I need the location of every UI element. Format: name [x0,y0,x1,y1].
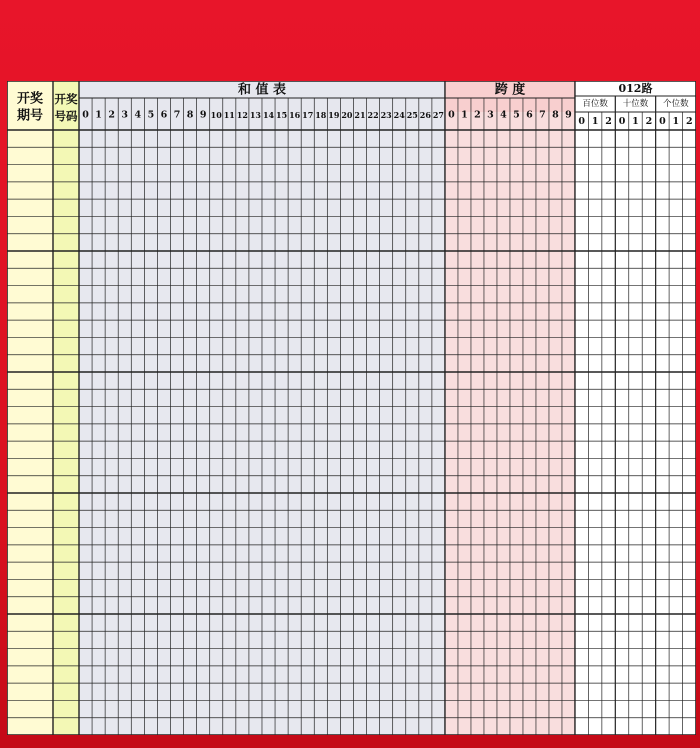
sum-tick-label: 2 [108,109,115,121]
sum-tick-label: 20 [341,110,353,120]
sum-tick-label: 0 [82,109,89,121]
span-tick-label: 9 [565,109,572,121]
period-header-line1: 开奖 [16,91,44,107]
span-tick-label: 7 [539,109,546,121]
period-header-line2: 期号 [16,108,44,124]
lottery-tracking-sheet [7,81,696,735]
span-tick-label: 8 [552,109,559,121]
sum-tick-label: 26 [419,110,431,120]
span-tick-label: 3 [487,109,494,121]
sum-tick-label: 14 [262,110,275,120]
sum-tick-label: 11 [223,110,235,120]
road-tick-label: 2 [605,116,612,127]
tens-header: 十位数 [622,99,649,109]
sum-tick-label: 16 [289,110,301,120]
sum-tick-label: 6 [160,109,168,121]
chart-grid [7,81,696,735]
sum-tick-label: 13 [249,110,262,120]
road-cells-fill [575,81,696,735]
sum-tick-label: 21 [354,110,366,120]
road-tick-label: 1 [632,116,639,127]
road-tick-label: 0 [659,116,666,127]
sum-tick-label: 4 [134,109,142,121]
span-tick-label: 6 [526,109,533,121]
road-tick-label: 1 [591,116,599,127]
road-tick-label: 0 [578,116,585,127]
road-tick-label: 2 [685,116,693,127]
sum-tick-label: 15 [276,110,288,120]
sum-tick-label: 17 [302,110,314,120]
sum-tick-label: 23 [380,110,392,120]
sum-tick-label: 22 [367,110,379,120]
sum-tick-label: 9 [199,109,207,121]
span-tick-label: 5 [513,109,520,121]
road-tick-label: 2 [645,116,653,127]
units-header: 个位数 [663,99,689,109]
sum-tick-label: 7 [173,109,181,121]
hundreds-header: 百位数 [582,99,608,109]
road-tick-label: 1 [672,116,680,127]
sum-tick-label: 12 [236,110,248,120]
number-header-line1: 开奖 [54,92,78,106]
sum-tick-label: 27 [432,110,444,120]
span-title: 跨 度 [494,82,526,98]
sum-tick-label: 10 [210,110,222,120]
sum-tick-label: 5 [147,109,155,121]
span-tick-label: 2 [474,109,481,121]
sum-tick-label: 24 [393,110,405,120]
road-012-title: 012路 [618,82,653,95]
number-column-fill [53,81,79,735]
sum-tick-label: 19 [328,110,340,120]
span-tick-label: 0 [448,109,455,121]
sum-table-title: 和 值 表 [237,82,287,98]
road-tick-label: 0 [618,116,626,127]
sum-tick-label: 3 [121,109,129,121]
sum-tick-label: 8 [186,109,194,121]
sum-tick-label: 18 [315,110,327,120]
period-column-fill [7,81,53,735]
sum-tick-label: 1 [95,109,102,121]
span-tick-label: 4 [500,109,507,121]
sum-tick-label: 25 [406,110,418,120]
span-tick-label: 1 [461,109,468,121]
number-header-line2: 号码 [54,109,78,123]
